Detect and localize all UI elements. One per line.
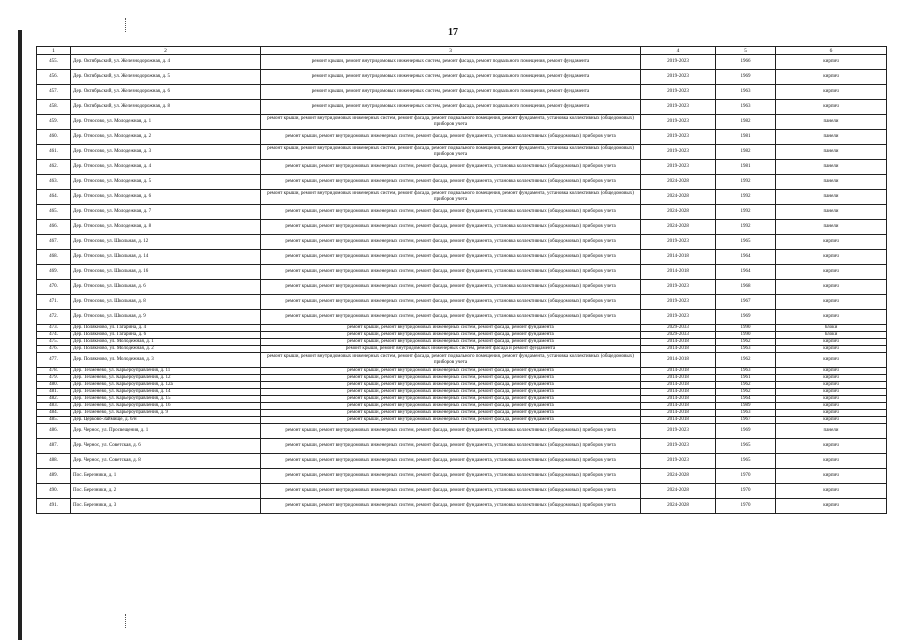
works-cell: ремонт крыши, ремонт внутридомовых инженерных систем, ремонт фасада, ремонт фундамента, установка коллективных (общедомовых) приборов учета — [261, 265, 641, 280]
address-cell: Дер. Октябрьский, ул. Железнодорожная, д. 6 — [71, 85, 261, 100]
period-cell: 2019-2023 — [641, 85, 716, 100]
address-cell: Дер. Относово, ул. Молодежная, д. 4 — [71, 160, 261, 175]
address-cell: Дер. Техменево, ул. Карьероуправления, д. 12 — [71, 375, 261, 382]
built-year-cell: 1970 — [716, 469, 776, 484]
built-year-cell: 1982 — [716, 115, 776, 130]
address-cell: Дер. Относово, ул. Школьная, д. 8 — [71, 295, 261, 310]
address-cell: Дер. Чернос, ул. Просвещения, д. 1 — [71, 424, 261, 439]
works-cell: ремонт крыши, ремонт внутридомовых инженерных систем, ремонт фасада, ремонт фундамента, установка коллективных (общедомовых) приборов учета — [261, 175, 641, 190]
works-cell: ремонт крыши, ремонт внутридомовых инженерных систем, ремонт фасада, ремонт фундамента — [261, 396, 641, 403]
row-number: 472. — [37, 310, 71, 325]
period-cell: 2019-2023 — [641, 115, 716, 130]
row-number: 462. — [37, 160, 71, 175]
works-cell: ремонт крыши, ремонт внутридомовых инженерных систем, ремонт фасада, ремонт фундамента — [261, 389, 641, 396]
wall-material-cell: кирпич — [776, 265, 887, 280]
built-year-cell: 1989 — [716, 403, 776, 410]
works-cell: ремонт крыши, ремонт внутридомовых инженерных систем, ремонт фасада, ремонт фундамента, установка коллективных (общедомовых) приборов учета — [261, 295, 641, 310]
works-cell: ремонт крыши, ремонт внутридомовых инженерных систем, ремонт фасада, ремонт фундамента, установка коллективных (общедомовых) приборов учета — [261, 280, 641, 295]
wall-material-cell: кирпич — [776, 280, 887, 295]
table-row — [37, 70, 887, 85]
table-row — [37, 295, 887, 310]
period-cell: 2014-2018 — [641, 389, 716, 396]
table-row — [37, 265, 887, 280]
works-cell: ремонт крыши, ремонт внутридомовых инженерных систем, ремонт фасада, ремонт подвального помещения, ремонт фундамента — [261, 100, 641, 115]
table-body — [37, 55, 887, 514]
wall-material-cell: панели — [776, 424, 887, 439]
works-cell: ремонт крыши, ремонт внутридомовых инженерных систем, ремонт фасада, ремонт подвального помещения, ремонт фундамента — [261, 85, 641, 100]
period-cell: 2014-2018 — [641, 265, 716, 280]
address-cell: Дер. Относово, ул. Школьная, д. 6 — [71, 280, 261, 295]
column-header: 4 — [641, 47, 716, 55]
table-row — [37, 403, 887, 410]
wall-material-cell: кирпич — [776, 454, 887, 469]
wall-material-cell: панели — [776, 205, 887, 220]
wall-material-cell: кирпич — [776, 382, 887, 389]
table-row — [37, 396, 887, 403]
works-cell: ремонт крыши, ремонт внутридомовых инженерных систем, ремонт фасада, ремонт подвального помещения, ремонт фундамента, установка коллективных (общедомовых) приборов учета — [261, 145, 641, 160]
built-year-cell: 1965 — [716, 454, 776, 469]
row-number: 459. — [37, 115, 71, 130]
period-cell: 2019-2023 — [641, 424, 716, 439]
address-cell: Дер. Церково-Займище, д. 6/н — [71, 417, 261, 424]
column-header: 1 — [37, 47, 71, 55]
table-row — [37, 339, 887, 346]
works-cell: ремонт крыши, ремонт внутридомовых инженерных систем, ремонт фасада, ремонт фундамента — [261, 325, 641, 332]
wall-material-cell: кирпич — [776, 469, 887, 484]
table-row — [37, 346, 887, 353]
address-cell: Дер. Октябрьский, ул. Железнодорожная, д. 8 — [71, 100, 261, 115]
works-cell: ремонт крыши, ремонт внутридомовых инженерных систем, ремонт фасада, ремонт фундамента — [261, 410, 641, 417]
column-header: 2 — [71, 47, 261, 55]
period-cell: 2014-2018 — [641, 417, 716, 424]
works-cell: ремонт крыши, ремонт внутридомовых инженерных систем, ремонт фасада, ремонт фундамента — [261, 382, 641, 389]
row-number: 477. — [37, 353, 71, 368]
table-row — [37, 115, 887, 130]
wall-material-cell: кирпич — [776, 368, 887, 375]
wall-material-cell: кирпич — [776, 410, 887, 417]
period-cell: 2014-2018 — [641, 382, 716, 389]
works-cell: ремонт крыши, ремонт внутридомовых инженерных систем, ремонт фасада, ремонт фундамента, установка коллективных (общедомовых) приборов учета — [261, 439, 641, 454]
row-number: 474. — [37, 332, 71, 339]
table-row — [37, 499, 887, 514]
wall-material-cell: блоки — [776, 332, 887, 339]
table-row — [37, 235, 887, 250]
table-row — [37, 484, 887, 499]
wall-material-cell: кирпич — [776, 70, 887, 85]
wall-material-cell: кирпич — [776, 339, 887, 346]
works-cell: ремонт крыши, ремонт внутридомовых инженерных систем, ремонт фасада, ремонт фундамента, установка коллективных (общедомовых) приборов учета — [261, 250, 641, 265]
wall-material-cell: кирпич — [776, 375, 887, 382]
row-number: 466. — [37, 220, 71, 235]
period-cell: 2014-2018 — [641, 339, 716, 346]
period-cell: 2014-2018 — [641, 250, 716, 265]
wall-material-cell: кирпич — [776, 235, 887, 250]
wall-material-cell: кирпич — [776, 396, 887, 403]
wall-material-cell: кирпич — [776, 353, 887, 368]
wall-material-cell: кирпич — [776, 389, 887, 396]
row-number: 485. — [37, 417, 71, 424]
period-cell: 2014-2018 — [641, 368, 716, 375]
works-cell: ремонт крыши, ремонт внутридомовых инженерных систем, ремонт фасада, ремонт фундамента, установка коллективных (общедомовых) приборов учета — [261, 484, 641, 499]
address-cell: Дер. Полякново, ул. Молодежная, д. 2 — [71, 346, 261, 353]
address-cell: Дер. Относово, ул. Молодежная, д. 6 — [71, 190, 261, 205]
address-cell: Дер. Относово, ул. Молодежная, д. 7 — [71, 205, 261, 220]
period-cell: 2014-2018 — [641, 353, 716, 368]
table-row — [37, 410, 887, 417]
table-row — [37, 280, 887, 295]
row-number: 481. — [37, 389, 71, 396]
address-cell: Дер. Относово, ул. Школьная, д. 12 — [71, 235, 261, 250]
built-year-cell: 1990 — [716, 332, 776, 339]
table-row — [37, 205, 887, 220]
works-cell: ремонт крыши, ремонт внутридомовых инженерных систем, ремонт фасада, ремонт фундамента, установка коллективных (общедомовых) приборов учета — [261, 310, 641, 325]
table-row — [37, 100, 887, 115]
period-cell: 2019-2023 — [641, 280, 716, 295]
built-year-cell: 1962 — [716, 389, 776, 396]
address-cell: Дер. Относово, ул. Молодежная, д. 1 — [71, 115, 261, 130]
period-cell: 2019-2023 — [641, 130, 716, 145]
row-number: 475. — [37, 339, 71, 346]
period-cell: 2019-2023 — [641, 100, 716, 115]
margin-mark — [125, 18, 128, 32]
address-cell: Дер. Полякново, ул. Гагарина, д. 6 — [71, 332, 261, 339]
table-row — [37, 160, 887, 175]
address-cell: Дер. Техменево, ул. Карьероуправления, д. 12а — [71, 382, 261, 389]
works-cell: ремонт крыши, ремонт внутридомовых инженерных систем, ремонт фасада, ремонт фундамента — [261, 332, 641, 339]
address-cell: Дер. Относово, ул. Молодежная, д. 8 — [71, 220, 261, 235]
binding-edge — [18, 30, 22, 640]
table-row — [37, 250, 887, 265]
period-cell: 2019-2023 — [641, 439, 716, 454]
address-cell: Дер. Техменево, ул. Карьероуправления, д. 16 — [71, 403, 261, 410]
period-cell: 2029-2033 — [641, 325, 716, 332]
address-cell: Дер. Полякново, ул. Молодежная, д. 1 — [71, 339, 261, 346]
row-number: 457. — [37, 85, 71, 100]
row-number: 484. — [37, 410, 71, 417]
works-cell: ремонт крыши, ремонт внутридомовых инженерных систем, ремонт фасада, ремонт фундамента — [261, 403, 641, 410]
table-row — [37, 130, 887, 145]
built-year-cell: 1992 — [716, 190, 776, 205]
built-year-cell: 1962 — [716, 382, 776, 389]
period-cell: 2019-2023 — [641, 454, 716, 469]
wall-material-cell: кирпич — [776, 310, 887, 325]
period-cell: 2019-2023 — [641, 160, 716, 175]
period-cell: 2024-2028 — [641, 484, 716, 499]
row-number: 455. — [37, 55, 71, 70]
address-cell: Дер. Чернос, ул. Советская, д. 6 — [71, 439, 261, 454]
wall-material-cell: кирпич — [776, 100, 887, 115]
wall-material-cell: кирпич — [776, 346, 887, 353]
period-cell: 2024-2028 — [641, 175, 716, 190]
built-year-cell: 1967 — [716, 417, 776, 424]
built-year-cell: 1963 — [716, 410, 776, 417]
address-cell: Дер. Чернос, ул. Советская, д. 8 — [71, 454, 261, 469]
column-header: 5 — [716, 47, 776, 55]
wall-material-cell: кирпич — [776, 55, 887, 70]
wall-material-cell: панели — [776, 115, 887, 130]
row-number: 464. — [37, 190, 71, 205]
built-year-cell: 1963 — [716, 368, 776, 375]
address-cell: Дер. Полякново, ул. Гагарина, д. 4 — [71, 325, 261, 332]
address-cell: Дер. Техменево, ул. Карьероуправления, д. 14 — [71, 389, 261, 396]
wall-material-cell: кирпич — [776, 484, 887, 499]
row-number: 480. — [37, 382, 71, 389]
row-number: 456. — [37, 70, 71, 85]
row-number: 473. — [37, 325, 71, 332]
built-year-cell: 1964 — [716, 265, 776, 280]
period-cell: 2019-2023 — [641, 70, 716, 85]
table-row — [37, 145, 887, 160]
built-year-cell: 1992 — [716, 205, 776, 220]
address-cell: Дер. Относово, ул. Молодежная, д. 5 — [71, 175, 261, 190]
table-header-row — [37, 47, 887, 55]
row-number: 486. — [37, 424, 71, 439]
works-cell: ремонт крыши, ремонт внутридомовых инженерных систем, ремонт фасада, ремонт фундамента — [261, 368, 641, 375]
wall-material-cell: панели — [776, 160, 887, 175]
works-cell: ремонт крыши, ремонт внутридомовых инженерных систем, ремонт фасада, ремонт фундамента, установка коллективных (общедомовых) приборов учета — [261, 454, 641, 469]
table-row — [37, 332, 887, 339]
works-cell: ремонт крыши, ремонт внутридомовых инженерных систем, ремонт фасада, ремонт фундамента — [261, 339, 641, 346]
built-year-cell: 1969 — [716, 424, 776, 439]
built-year-cell: 1961 — [716, 375, 776, 382]
row-number: 461. — [37, 145, 71, 160]
built-year-cell: 1963 — [716, 346, 776, 353]
built-year-cell: 1964 — [716, 250, 776, 265]
address-cell: Пос. Березники, д. 2 — [71, 484, 261, 499]
row-number: 460. — [37, 130, 71, 145]
built-year-cell: 1964 — [716, 396, 776, 403]
row-number: 469. — [37, 265, 71, 280]
works-cell: ремонт крыши, ремонт внутридомовых инженерных систем, ремонт фасада, ремонт фундамента, установка коллективных (общедомовых) приборов учета — [261, 499, 641, 514]
wall-material-cell: кирпич — [776, 250, 887, 265]
row-number: 491. — [37, 499, 71, 514]
table-row — [37, 439, 887, 454]
address-cell: Дер. Октябрьский, ул. Железнодорожная, д. 5 — [71, 70, 261, 85]
built-year-cell: 1981 — [716, 130, 776, 145]
built-year-cell: 1963 — [716, 100, 776, 115]
wall-material-cell: кирпич — [776, 85, 887, 100]
column-header: 6 — [776, 47, 887, 55]
row-number: 467. — [37, 235, 71, 250]
period-cell: 2019-2023 — [641, 55, 716, 70]
wall-material-cell: кирпич — [776, 499, 887, 514]
address-cell: Дер. Техменево, ул. Карьероуправления, д. 9 — [71, 410, 261, 417]
wall-material-cell: кирпич — [776, 403, 887, 410]
row-number: 465. — [37, 205, 71, 220]
wall-material-cell: кирпич — [776, 295, 887, 310]
table-row — [37, 368, 887, 375]
built-year-cell: 1992 — [716, 175, 776, 190]
table-row — [37, 190, 887, 205]
period-cell: 2029-2033 — [641, 332, 716, 339]
period-cell: 2019-2023 — [641, 310, 716, 325]
works-cell: ремонт крыши, ремонт внутридомовых инженерных систем, ремонт фасада, ремонт фундамента, установка коллективных (общедомовых) приборов учета — [261, 130, 641, 145]
period-cell: 2019-2023 — [641, 295, 716, 310]
works-cell: ремонт крыши, ремонт внутридомовых инженерных систем, ремонт фасада, ремонт фундамента, установка коллективных (общедомовых) приборов учета — [261, 424, 641, 439]
capital-repair-table — [36, 46, 887, 514]
built-year-cell: 1969 — [716, 70, 776, 85]
period-cell: 2019-2023 — [641, 235, 716, 250]
address-cell: Пос. Березники, д. 1 — [71, 469, 261, 484]
built-year-cell: 1966 — [716, 55, 776, 70]
table-row — [37, 220, 887, 235]
built-year-cell: 1992 — [716, 220, 776, 235]
works-cell: ремонт крыши, ремонт внутридомовых инженерных систем, ремонт фасада, ремонт фундамента, установка коллективных (общедомовых) приборов учета — [261, 160, 641, 175]
row-number: 482. — [37, 396, 71, 403]
built-year-cell: 1981 — [716, 160, 776, 175]
table-row — [37, 325, 887, 332]
wall-material-cell: кирпич — [776, 439, 887, 454]
built-year-cell: 1982 — [716, 145, 776, 160]
table-row — [37, 375, 887, 382]
works-cell: ремонт крыши, ремонт внутридомовых инженерных систем, ремонт фасада, ремонт подвального помещения, ремонт фундамента, установка коллективных (общедомовых) приборов учета — [261, 353, 641, 368]
table-row — [37, 454, 887, 469]
row-number: 490. — [37, 484, 71, 499]
table-row — [37, 310, 887, 325]
period-cell: 2014-2018 — [641, 403, 716, 410]
period-cell: 2024-2028 — [641, 220, 716, 235]
row-number: 476. — [37, 346, 71, 353]
table-row — [37, 353, 887, 368]
address-cell: Дер. Октябрьский, ул. Железнодорожная, д. 4 — [71, 55, 261, 70]
address-cell: Дер. Относово, ул. Школьная, д. 16 — [71, 265, 261, 280]
table-row — [37, 55, 887, 70]
built-year-cell: 1965 — [716, 235, 776, 250]
works-cell: ремонт крыши, ремонт внутридомовых инженерных систем, ремонт фасада, ремонт подвального помещения, ремонт фундамента — [261, 70, 641, 85]
address-cell: Дер. Техменево, ул. Карьероуправления, д. 11 — [71, 368, 261, 375]
table-row — [37, 382, 887, 389]
table-row — [37, 417, 887, 424]
works-cell: ремонт крыши, ремонт внутридомовых инженерных систем, ремонт фасада, ремонт подвального помещения, ремонт фундамента, установка коллективных (общедомовых) приборов учета — [261, 190, 641, 205]
works-cell: ремонт крыши, ремонт внутридомовых инженерных систем, ремонт фасада, ремонт подвального помещения, ремонт фундамента, установка коллективных (общедомовых) приборов учета — [261, 115, 641, 130]
row-number: 478. — [37, 368, 71, 375]
period-cell: 2014-2018 — [641, 346, 716, 353]
built-year-cell: 1969 — [716, 310, 776, 325]
period-cell: 2024-2028 — [641, 205, 716, 220]
built-year-cell: 1962 — [716, 339, 776, 346]
built-year-cell: 1970 — [716, 484, 776, 499]
period-cell: 2014-2018 — [641, 375, 716, 382]
row-number: 479. — [37, 375, 71, 382]
period-cell: 2024-2028 — [641, 190, 716, 205]
table-row — [37, 175, 887, 190]
works-cell: ремонт крыши, ремонт внутридомовых инженерных систем, ремонт фасада, ремонт фундамента, установка коллективных (общедомовых) приборов учета — [261, 469, 641, 484]
period-cell: 2014-2018 — [641, 396, 716, 403]
address-cell: Дер. Относово, ул. Школьная, д. 14 — [71, 250, 261, 265]
address-cell: Дер. Относово, ул. Школьная, д. 9 — [71, 310, 261, 325]
table-row — [37, 389, 887, 396]
built-year-cell: 1963 — [716, 85, 776, 100]
page-number: 17 — [448, 27, 458, 38]
table-row — [37, 424, 887, 439]
wall-material-cell: панели — [776, 175, 887, 190]
wall-material-cell: панели — [776, 190, 887, 205]
built-year-cell: 1965 — [716, 439, 776, 454]
built-year-cell: 1990 — [716, 325, 776, 332]
address-cell: Дер. Техменево, ул. Карьероуправления, д. 15 — [71, 396, 261, 403]
period-cell: 2019-2023 — [641, 145, 716, 160]
works-cell: ремонт крыши, ремонт внутридомовых инженерных систем, ремонт фасада, ремонт фундамента, установка коллективных (общедомовых) приборов учета — [261, 235, 641, 250]
built-year-cell: 1968 — [716, 280, 776, 295]
address-cell: Дер. Относово, ул. Молодежная, д. 2 — [71, 130, 261, 145]
column-header: 3 — [261, 47, 641, 55]
period-cell: 2024-2028 — [641, 469, 716, 484]
address-cell: Дер. Полякново, ул. Молодежная, д. 3 — [71, 353, 261, 368]
built-year-cell: 1962 — [716, 353, 776, 368]
row-number: 463. — [37, 175, 71, 190]
address-cell: Пос. Березники, д. 3 — [71, 499, 261, 514]
wall-material-cell: панели — [776, 130, 887, 145]
works-cell: ремонт крыши, ремонт внутридомовых инженерных систем, ремонт фасада, ремонт фундамента — [261, 417, 641, 424]
works-cell: ремонт крыши, ремонт внутридомовых инженерных систем, ремонт фасада, ремонт подвального помещения, ремонт фундамента — [261, 55, 641, 70]
row-number: 470. — [37, 280, 71, 295]
built-year-cell: 1970 — [716, 499, 776, 514]
margin-mark-bottom — [125, 614, 128, 628]
row-number: 483. — [37, 403, 71, 410]
row-number: 458. — [37, 100, 71, 115]
built-year-cell: 1967 — [716, 295, 776, 310]
works-cell: ремонт крыши, ремонт внутридомовых инженерных систем, ремонт фасада и ремонт фундамента — [261, 346, 641, 353]
period-cell: 2014-2018 — [641, 410, 716, 417]
wall-material-cell: панели — [776, 220, 887, 235]
wall-material-cell: панели — [776, 145, 887, 160]
works-cell: ремонт крыши, ремонт внутридомовых инженерных систем, ремонт фасада, ремонт фундамента, установка коллективных (общедомовых) приборов учета — [261, 205, 641, 220]
wall-material-cell: кирпич — [776, 417, 887, 424]
works-cell: ремонт крыши, ремонт внутридомовых инженерных систем, ремонт фасада, ремонт фундамента — [261, 375, 641, 382]
works-cell: ремонт крыши, ремонт внутридомовых инженерных систем, ремонт фасада, ремонт фундамента, установка коллективных (общедомовых) приборов учета — [261, 220, 641, 235]
address-cell: Дер. Относово, ул. Молодежная, д. 3 — [71, 145, 261, 160]
table-row — [37, 469, 887, 484]
row-number: 488. — [37, 454, 71, 469]
row-number: 489. — [37, 469, 71, 484]
row-number: 471. — [37, 295, 71, 310]
period-cell: 2024-2028 — [641, 499, 716, 514]
table-row — [37, 85, 887, 100]
wall-material-cell: блоки — [776, 325, 887, 332]
row-number: 468. — [37, 250, 71, 265]
row-number: 487. — [37, 439, 71, 454]
